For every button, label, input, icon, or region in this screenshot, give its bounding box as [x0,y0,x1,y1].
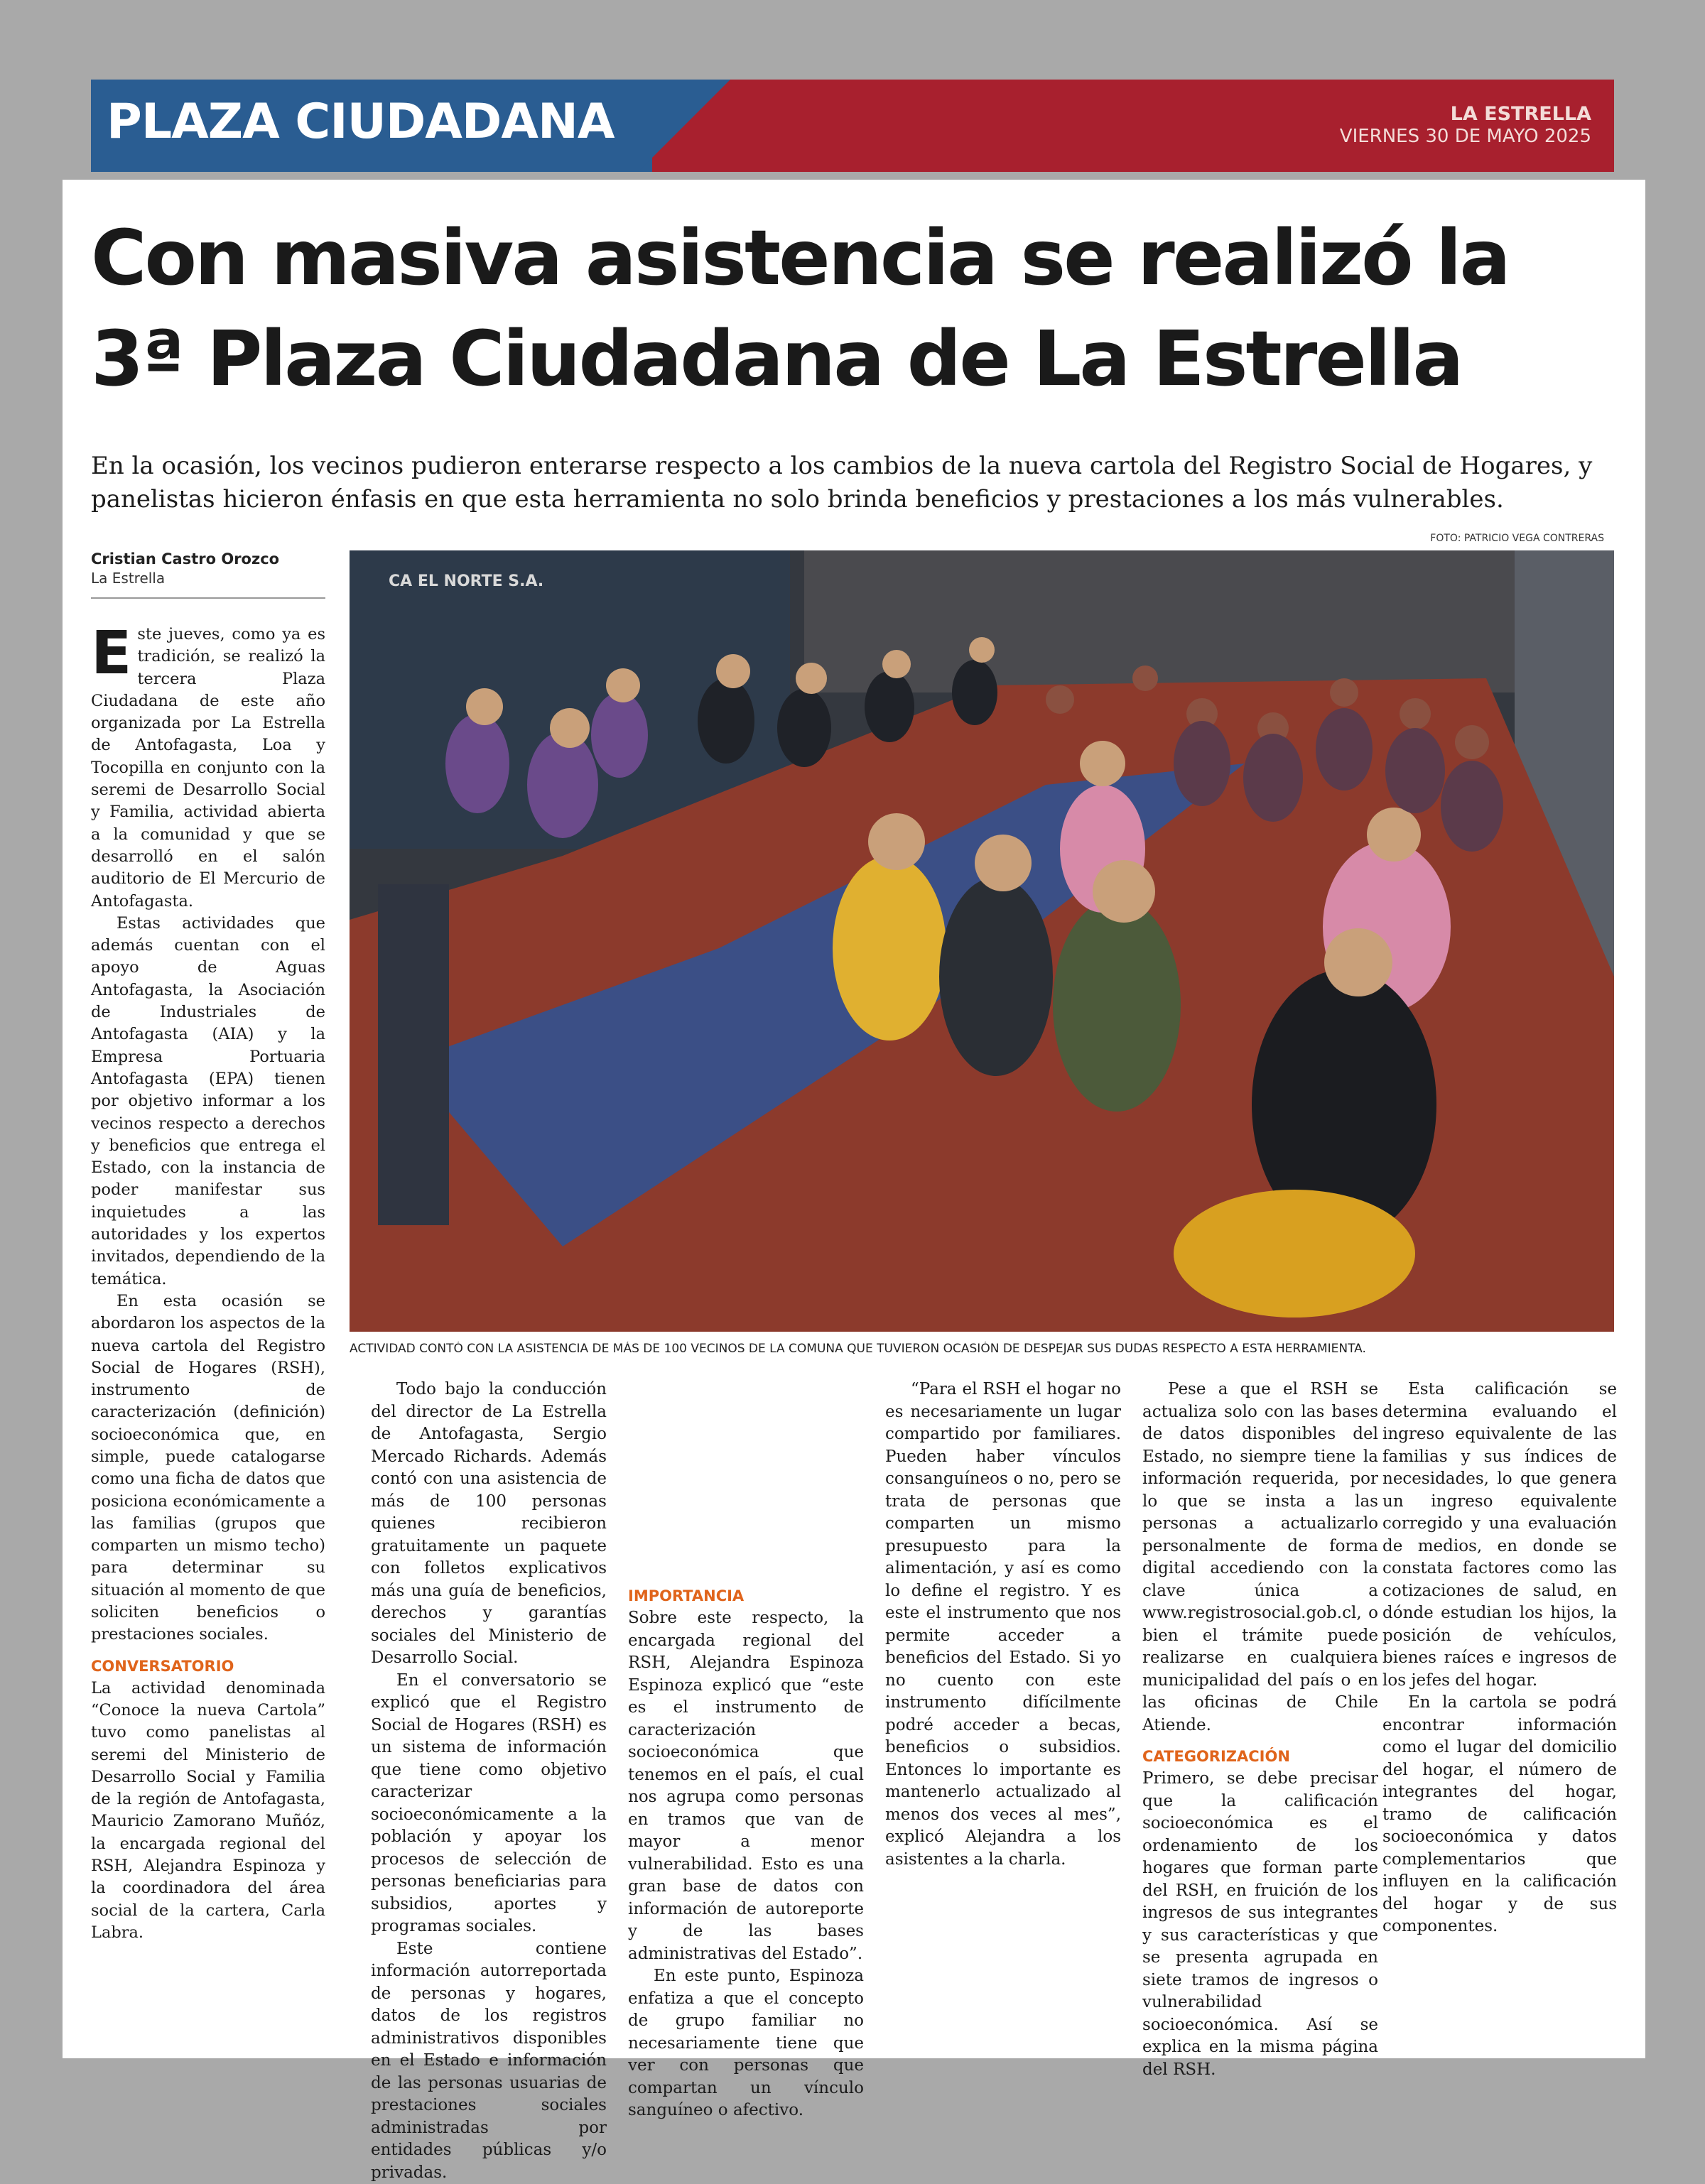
audience-photo-illustration [350,550,1614,1332]
drop-cap: E [91,628,131,678]
article-headline: Con masiva asistencia se realizó la 3ª Plaza Ciudadana de La Estrella [91,208,1618,410]
subheading-importancia: IMPORTANCIA [628,1586,864,1606]
subheading-conversatorio: CONVERSATORIO [91,1656,325,1676]
paragraph: Pese a que el RSH se actualiza solo con las bases de datos disponibles del Estado, no siempre tiene la información requerida, por lo que se insta a las personas a actualizarlo personalmente de forma digital accediendo con la clave única a www.registrosocial.gob.cl, o bien el trámite puede realizarse en cualquiera municipalidad del país o en las oficinas de Chile Atiende. [1142,1379,1378,1737]
masthead [1340,104,1591,148]
text-column-3 [628,1379,864,2122]
paragraph: En esta ocasión se abordaron los aspectos de la nueva cartola del Registro Social de Hogares (RSH), instrumento de caracterización (definición) socioeconómica que, en simple, puede catalogarse como una ficha de datos que posiciona económicamente a las familias (grupos que comparten un mismo techo) para determinar su situación al momento de que soliciten beneficios o prestaciones sociales. [91,1291,325,1646]
photo-caption: ACTIVIDAD CONTÓ CON LA ASISTENCIA DE MÁS DE 100 VECINOS DE LA COMUNA QUE TUVIERON OCASIÓN DE DESPEJAR SUS DUDAS RESPECTO A ESTA HERRAMIENTA. [350,1342,1614,1356]
byline [91,549,325,587]
article-photo [350,550,1614,1332]
paragraph: En el conversatorio se explicó que el Registro Social de Hogares (RSH) es un sistema de información que tiene como objetivo caracterizar socioeconómicamente a la población y apoyar los procesos de selección de personas beneficiarias para subsidios, aportes y programas sociales. [371,1670,607,1938]
text-column-1 [91,624,325,1944]
photo-credit: FOTO: PATRICIO VEGA CONTRERAS [986,533,1604,544]
paragraph-text: ste jueves, como ya es tradición, se realizó la tercera Plaza Ciudadana de este año organizada por La Estrella de Antofagasta, Loa y Tocopilla en conjunto con la seremi de Desarrollo Social y Familia, actividad abierta a la comunidad y que se desarrolló en el salón auditorio de El Mercurio de Antofagasta. [91,625,325,911]
byline-author: Cristian Castro Orozco [91,549,325,569]
article-dek: En la ocasión, los vecinos pudieron enterarse respecto a los cambios de la nueva cartola del Registro Social de Hogares, y panelistas hicieron énfasis en que esta herramienta no solo brinda beneficios y prestaciones a los más vulnerables. [91,450,1618,516]
paragraph: En la cartola se podrá encontrar información como el lugar del domicilio del hogar, el número de integrantes del hogar, tramo de calificación socioeconómica y datos complementarios que influyen en la calificación del hogar y de sus componentes. [1382,1692,1617,1938]
section-header-diagonal [638,80,730,172]
text-column-2 [371,1379,607,2184]
subheading-categorizacion: CATEGORIZACIÓN [1142,1746,1378,1766]
text-column-4 [885,1379,1121,1871]
paragraph: Primero, se debe precisar que la calificación socioeconómica es el ordenamiento de los hogares que forman parte del RSH, en fruición de los ingresos de sus integrantes y sus características y que se presenta agrupada en siete tramos de ingresos o vulnerabilidad socioeconómica. Así se explica en la misma página del RSH. [1142,1768,1378,2081]
newspaper-name: LA ESTRELLA [1340,104,1591,125]
text-column-6 [1382,1379,1617,1938]
byline-divider [91,597,325,599]
paragraph: Estas actividades que además cuentan con el apoyo de Aguas Antofagasta, la Asociación de Industriales de Antofagasta (AIA) y la Empresa Portuaria Antofagasta (EPA) tienen por objetivo informar a los vecinos respecto a derechos y beneficios que entrega el Estado, con la instancia de poder manifestar sus inquietudes a las autoridades y los expertos invitados, dependiendo de la temática. [91,913,325,1291]
section-header-bar [91,80,1614,172]
issue-date: VIERNES 30 DE MAYO 2025 [1340,125,1591,148]
paragraph: Esta calificación se determina evaluando el ingreso equivalente de las familias y sus índices de necesidades, lo que genera un ingreso equivalente corregido y una evaluación de medios, en donde se constata factores como las cotizaciones de salud, en dónde estudian los hijos, la posición de vehículos, bienes raíces e ingresos de los jefes del hogar. [1382,1379,1617,1692]
page-sheet [63,180,1645,2058]
paragraph: “Para el RSH el hogar no es necesariamente un lugar compartido por familiares. Pueden haber vínculos consanguíneos o no, pero se trata de personas que comparten un mismo presupuesto para la alimentación, y así es como lo define el registro. Y es este el instrumento que nos permite acceder a beneficios del Estado. Si yo no cuento con este instrumento difícilmente podré acceder a becas, beneficios o subsidios. Entonces lo importante es mantenerlo actualizado al menos dos veces al mes”, explicó Alejandra a los asistentes a la charla. [885,1379,1121,1871]
paragraph [91,624,325,913]
paragraph: Todo bajo la conducción del director de La Estrella de Antofagasta, Sergio Mercado Richards. Además contó con una asistencia de más de 100 personas quienes recibieron gratuitamente un paquete con folletos explicativos más una guía de beneficios, derechos y garantías sociales del Ministerio de Desarrollo Social. [371,1379,607,1670]
text-column-5 [1142,1379,1378,2081]
paragraph: Sobre este respecto, la encargada regional del RSH, Alejandra Espinoza Espinoza explicó que “este es el instrumento de caracterización socioeconómica que tenemos en el país, el cual nos agrupa como personas en tramos que van de mayor a menor vulnerabilidad. Esto es una gran base de datos con información de autoreporte y de las bases administrativas del Estado”. [628,1607,864,1965]
byline-outlet: La Estrella [91,569,325,587]
paragraph: Este contiene información autorreportada de personas y hogares, datos de los registros administrativos disponibles en el Estado e información de las personas usuarias de prestaciones sociales administradas por entidades públicas y/o privadas. [371,1938,607,2184]
section-title: PLAZA CIUDADANA [107,94,615,150]
paragraph: En este punto, Espinoza enfatiza a que el concepto de grupo familiar no necesariamente tiene que ver con personas que compartan un vínculo sanguíneo o afectivo. [628,1965,864,2122]
paragraph: La actividad denominada “Conoce la nueva Cartola” tuvo como panelistas al seremi del Ministerio de Desarrollo Social y Familia de la región de Antofagasta, Mauricio Zamorano Muñóz, la encargada regional del RSH, Alejandra Espinoza y la coordinadora del área social de la cartera, Carla Labra. [91,1678,325,1945]
svg-text:CA EL NORTE S.A.: CA EL NORTE S.A. [389,572,543,590]
